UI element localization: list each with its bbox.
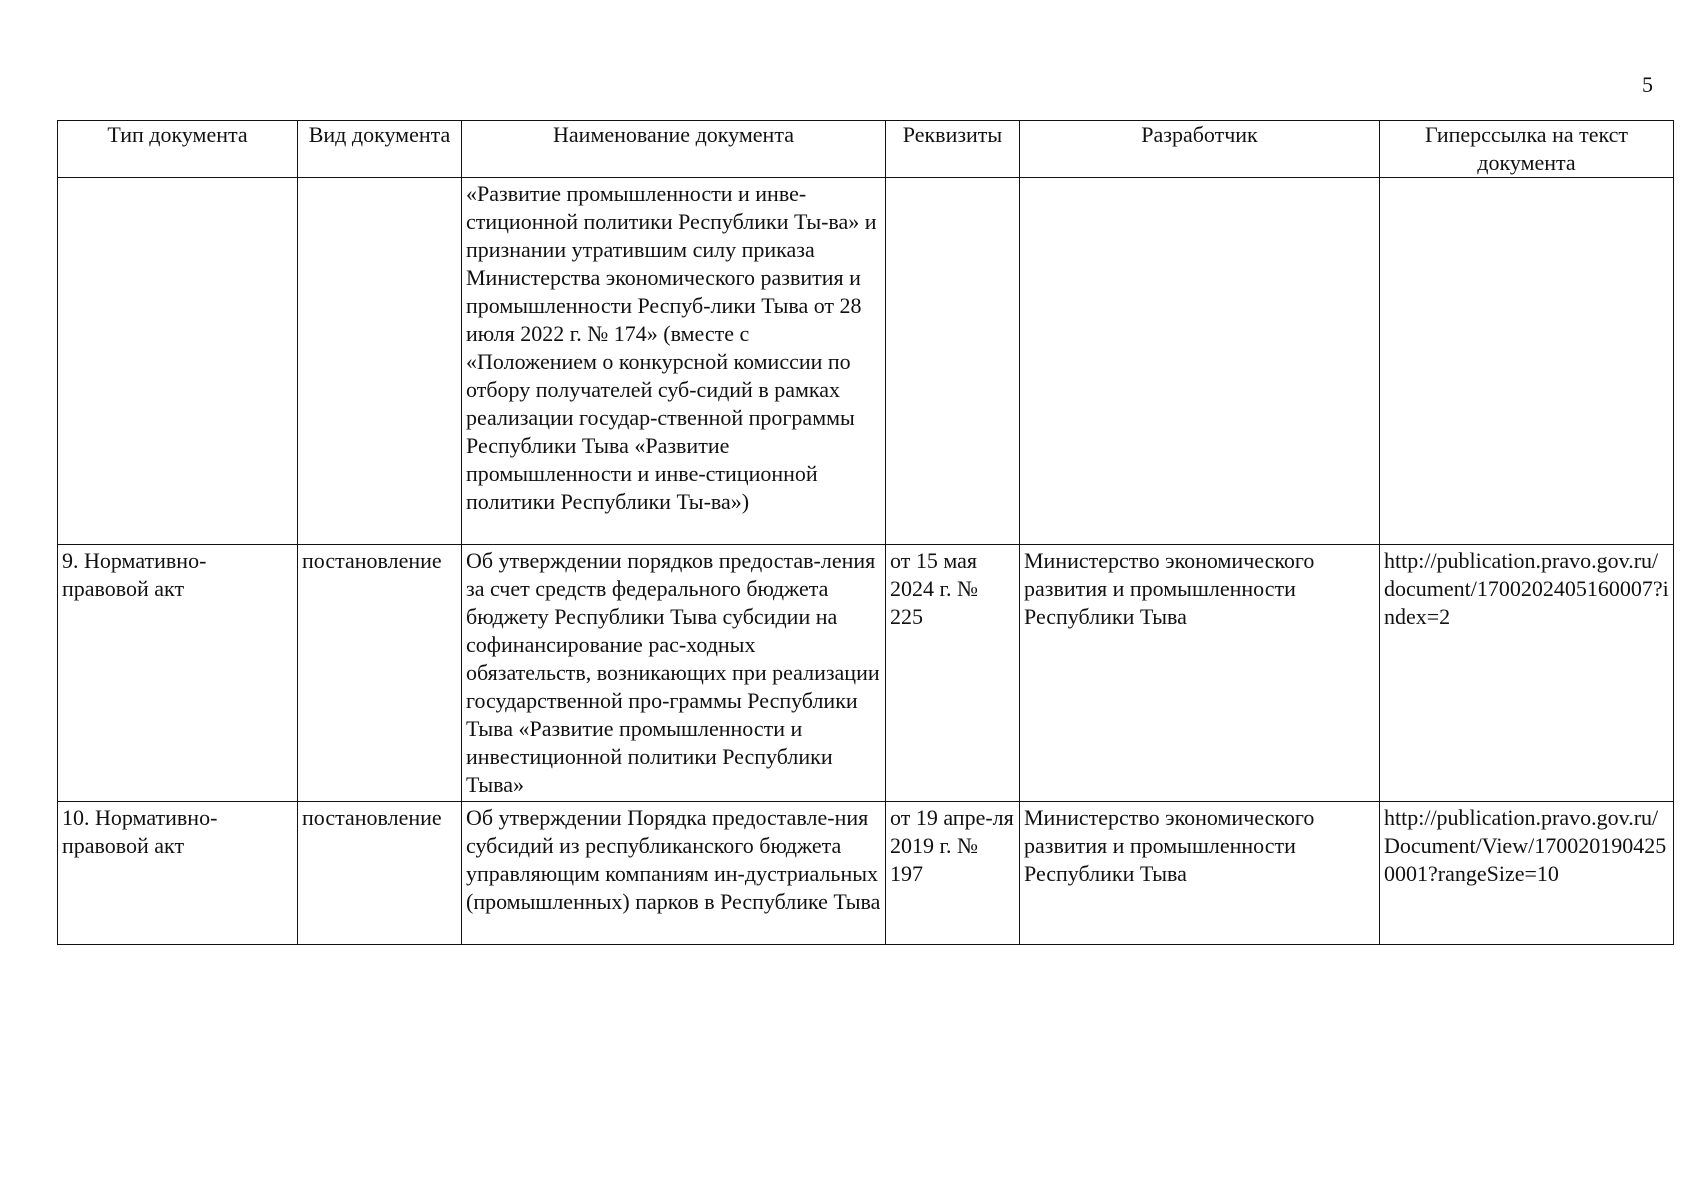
- documents-table: [57, 120, 1674, 945]
- cell-document-kind: постановление: [298, 802, 462, 945]
- cell-document-type: 9. Нормативно-правовой акт: [58, 545, 298, 802]
- header-document-kind: Вид документа: [298, 121, 462, 178]
- table-row: [58, 802, 1674, 945]
- table-row: [58, 178, 1674, 545]
- cell-document-name: «Развитие промышленности и инве-стиционной политики Республики Ты-ва» и признании утратившим силу приказа Министерства экономического развития и промышленности Респуб-лики Тыва от 28 июля 2022 г. № 174» (вместе с «Положением о конкурсной комиссии по отбору получателей суб-сидий в рамках реализации государ-ственной программы Республики Тыва «Развитие промышленности и инве-стиционной политики Республики Ты-ва»): [462, 178, 886, 545]
- cell-hyperlink[interactable]: http://publication.pravo.gov.ru/document/1700202405160007?index=2: [1380, 545, 1674, 802]
- cell-developer: Министерство экономического развития и промышленности Республики Тыва: [1020, 545, 1380, 802]
- header-document-name: Наименование документа: [462, 121, 886, 178]
- cell-requisites: [886, 178, 1020, 545]
- cell-developer: Министерство экономического развития и промышленности Республики Тыва: [1020, 802, 1380, 945]
- header-document-type: Тип документа: [58, 121, 298, 178]
- cell-document-name: Об утверждении порядков предостав-ления за счет средств федерального бюджета бюджету Республики Тыва субсидии на софинансирование рас-ходных обязательств, возникающих при реализации государственной про-граммы Республики Тыва «Развитие промышленности и инвестиционной политики Республики Тыва»: [462, 545, 886, 802]
- cell-hyperlink[interactable]: http://publication.pravo.gov.ru/Document/View/1700201904250001?rangeSize=10: [1380, 802, 1674, 945]
- page-number: 5: [1642, 72, 1653, 97]
- header-hyperlink: Гиперссылка на текст документа: [1380, 121, 1674, 178]
- cell-document-kind: постановление: [298, 545, 462, 802]
- cell-developer: [1020, 178, 1380, 545]
- cell-document-name: Об утверждении Порядка предоставле-ния субсидий из республиканского бюджета управляющим компаниям ин-дустриальных (промышленных) парков в Республике Тыва: [462, 802, 886, 945]
- cell-hyperlink: [1380, 178, 1674, 545]
- cell-document-type: [58, 178, 298, 545]
- cell-requisites: от 15 мая 2024 г. № 225: [886, 545, 1020, 802]
- table-row: [58, 545, 1674, 802]
- table-header-row: [58, 121, 1674, 178]
- header-developer: Разработчик: [1020, 121, 1380, 178]
- cell-document-kind: [298, 178, 462, 545]
- cell-document-type: 10. Нормативно-правовой акт: [58, 802, 298, 945]
- header-requisites: Реквизиты: [886, 121, 1020, 178]
- cell-requisites: от 19 апре-ля 2019 г. № 197: [886, 802, 1020, 945]
